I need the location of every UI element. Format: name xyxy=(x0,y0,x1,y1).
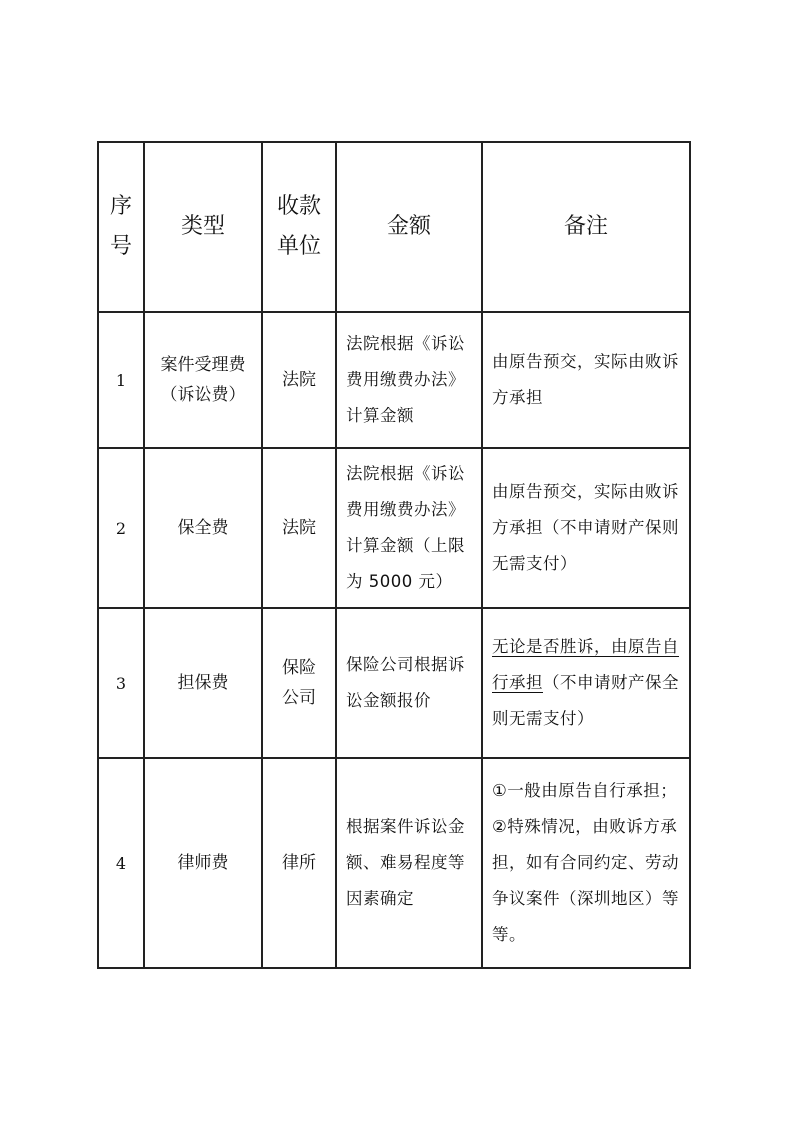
note-underlined: 无论是否胜诉，由原告自行承担 xyxy=(492,637,679,692)
payee xyxy=(262,608,336,758)
table-row xyxy=(98,758,690,968)
header-amount: 金额 xyxy=(386,214,431,239)
row-number: 4 xyxy=(98,758,144,968)
note-rest: （不申请财产保全则无需支付） xyxy=(492,673,679,728)
payee xyxy=(262,758,336,968)
fee-type xyxy=(144,312,262,448)
table-row xyxy=(98,312,690,448)
header-cell-payee xyxy=(262,142,336,312)
note xyxy=(482,758,690,968)
row-number: 1 xyxy=(98,312,144,448)
payee xyxy=(262,312,336,448)
row-number: 3 xyxy=(98,608,144,758)
amount: 法院根据《诉讼费用缴费办法》计算金额（上限为 5000 元） xyxy=(336,448,482,608)
header-cell-note xyxy=(482,142,690,312)
header-cell-type xyxy=(144,142,262,312)
note: 由原告预交，实际由败诉方承担（不申请财产保则无需支付） xyxy=(482,448,690,608)
header-cell-no xyxy=(98,142,144,312)
fee-type: 担保费 xyxy=(144,608,262,758)
table-row xyxy=(98,448,690,608)
fee-type: 律师费 xyxy=(144,758,262,968)
note xyxy=(482,608,690,758)
payee-text: 法院 xyxy=(282,518,316,538)
table-row xyxy=(98,608,690,758)
amount: 根据案件诉讼金额、难易程度等因素确定 xyxy=(336,758,482,968)
note-line-1: ①一般由原告自行承担； xyxy=(492,781,678,800)
row-number: 2 xyxy=(98,448,144,608)
payee-text: 法院 xyxy=(282,370,316,390)
note: 由原告预交，实际由败诉方承担 xyxy=(482,312,690,448)
payee-text: 保险公司 xyxy=(282,658,316,708)
fee-table xyxy=(97,141,691,969)
payee-text: 律所 xyxy=(282,853,316,873)
fee-type: 保全费 xyxy=(144,448,262,608)
amount: 法院根据《诉讼费用缴费办法》计算金额 xyxy=(336,312,482,448)
note-line-2: ②特殊情况，由败诉方承担，如有合同约定、劳动争议案件（深圳地区）等等。 xyxy=(492,817,679,944)
header-type: 类型 xyxy=(180,214,225,239)
payee xyxy=(262,448,336,608)
header-payee: 收款单位 xyxy=(276,194,321,259)
header-cell-amount xyxy=(336,142,482,312)
header-no: 序号 xyxy=(109,194,132,259)
header-note: 备注 xyxy=(563,214,608,239)
fee-type-text: 案件受理费（诉讼费） xyxy=(160,355,246,405)
table-header-row xyxy=(98,142,690,312)
amount: 保险公司根据诉讼金额报价 xyxy=(336,608,482,758)
